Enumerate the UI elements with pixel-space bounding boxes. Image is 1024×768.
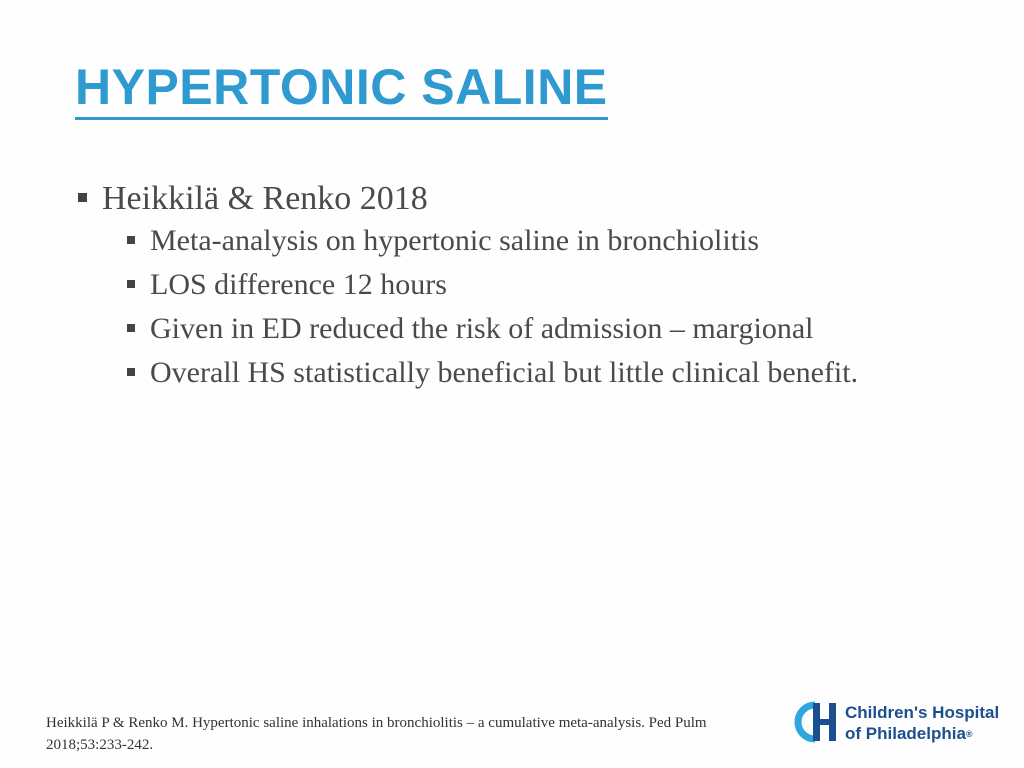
sub-bullet <box>75 310 975 348</box>
sub-bullet-text: Meta-analysis on hypertonic saline in bronchiolitis <box>150 224 760 257</box>
square-bullet-icon <box>127 368 135 376</box>
sub-bullet-text: LOS difference 12 hours <box>150 268 447 301</box>
logo-line1: Children's Hospital <box>845 703 1000 722</box>
logo-line2: of Philadelphia <box>845 724 966 743</box>
square-bullet-icon <box>127 236 135 244</box>
bullet-text: Heikkilä & Renko 2018 <box>102 180 428 217</box>
sub-bullet-text: Given in ED reduced the risk of admission – margional <box>150 312 814 345</box>
sub-bullet-text: Overall HS statistically beneficial but little clinical benefit. <box>150 356 859 389</box>
sub-bullet-list <box>75 222 975 392</box>
square-bullet-icon <box>127 280 135 288</box>
sub-bullet <box>75 222 975 260</box>
bullet-level1 <box>75 176 975 222</box>
chop-logo-mark-icon <box>793 697 843 747</box>
reference-citation: Heikkilä P & Renko M. Hypertonic saline inhalations in bronchiolitis – a cumulative meta-analysis. Ped Pulm 2018;53:233-242. <box>46 715 707 753</box>
slide-title: HYPERTONIC SALINE <box>75 58 608 120</box>
sub-bullet <box>75 354 975 392</box>
bullet-list <box>75 176 975 392</box>
registered-mark: ® <box>965 729 973 740</box>
square-bullet-icon <box>127 324 135 332</box>
square-bullet-icon <box>78 193 87 202</box>
logo-wordmark <box>845 702 999 745</box>
sub-bullet <box>75 266 975 304</box>
chop-logo <box>793 697 1000 747</box>
